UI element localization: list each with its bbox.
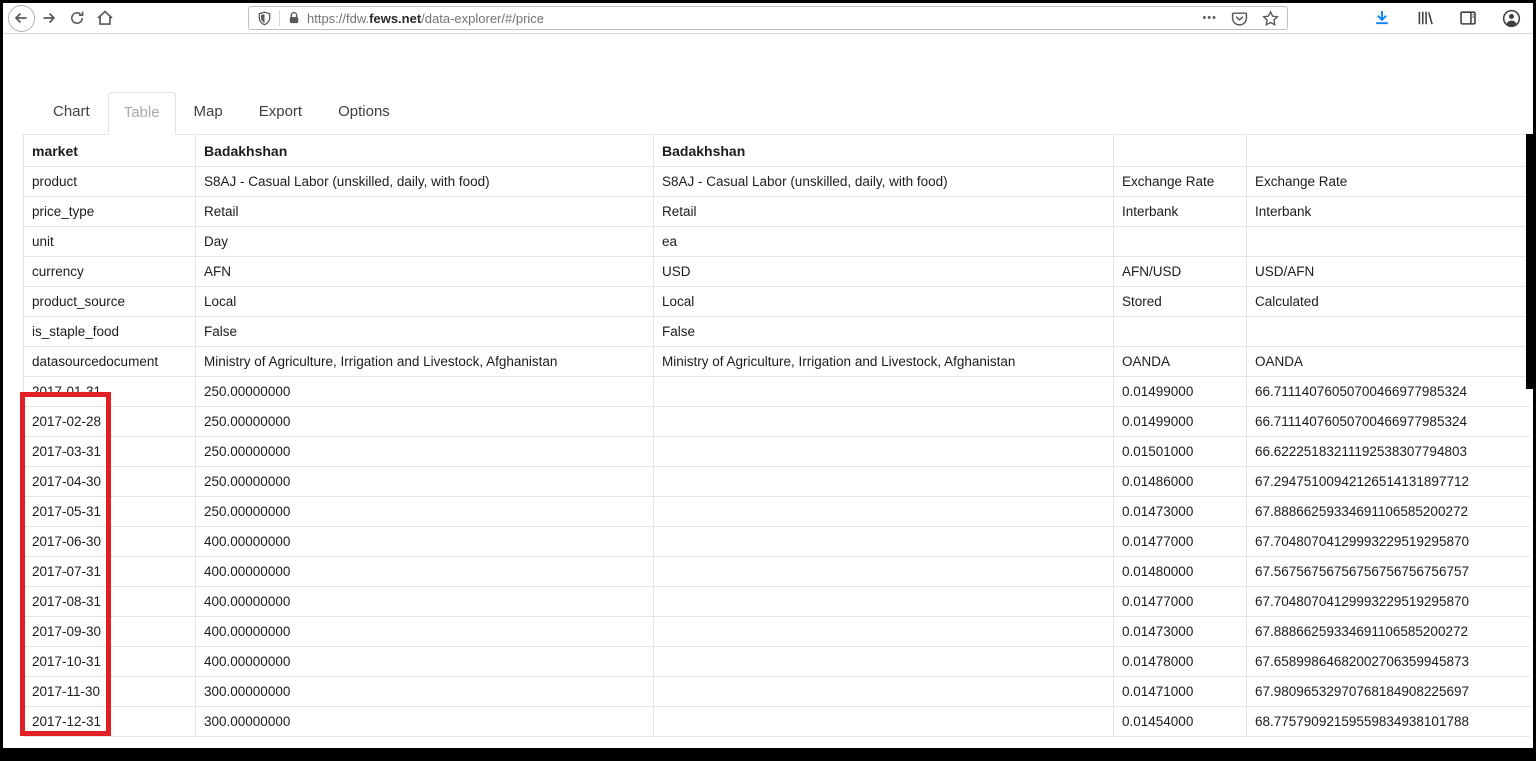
cell: 0.01473000 [1114,497,1247,527]
cell: 0.01454000 [1114,707,1247,737]
cell: 0.01480000 [1114,557,1247,587]
column-header [1247,135,1531,167]
cell [654,617,1114,647]
cell [654,707,1114,737]
tab-chart[interactable]: Chart [35,92,108,134]
sidebar-button[interactable] [1454,4,1482,32]
page-actions-icon[interactable]: ••• [1202,12,1217,24]
cell: 400.00000000 [196,587,654,617]
column-header-market: market [24,135,196,167]
table-row [24,647,1531,677]
cell: Ministry of Agriculture, Irrigation and Livestock, Afghanistan [654,347,1114,377]
cell: Ministry of Agriculture, Irrigation and Livestock, Afghanistan [196,347,654,377]
cell: Calculated [1247,287,1531,317]
nav-buttons [7,3,119,33]
cell: S8AJ - Casual Labor (unskilled, daily, with food) [196,167,654,197]
cell [1247,317,1531,347]
cell [654,557,1114,587]
account-icon [1502,9,1521,28]
tab-map[interactable]: Map [176,92,241,134]
row-label: 2017-12-31 [24,707,196,737]
cell: 400.00000000 [196,617,654,647]
table-row [24,407,1531,437]
cell: 0.01499000 [1114,377,1247,407]
back-icon [8,5,35,32]
reload-button[interactable] [63,4,91,32]
column-header: Badakhshan [654,135,1114,167]
sidebar-icon [1459,9,1477,27]
library-button[interactable] [1411,4,1439,32]
url-domain: fews.net [369,10,422,26]
cell: 0.01499000 [1114,407,1247,437]
cell: AFN/USD [1114,257,1247,287]
cell: 250.00000000 [196,407,654,437]
tracking-shield-icon[interactable] [257,11,272,26]
cell: 250.00000000 [196,497,654,527]
column-header: Badakhshan [196,135,654,167]
cell: 250.00000000 [196,437,654,467]
cell: False [654,317,1114,347]
back-button[interactable] [7,4,35,32]
row-label: 2017-04-30 [24,467,196,497]
forward-icon [41,10,57,26]
download-button[interactable] [1368,4,1396,32]
home-icon [96,9,114,27]
bookmark-star-icon[interactable] [1262,10,1279,27]
cell: 67.56756756756756756756756757 [1247,557,1531,587]
cell: 300.00000000 [196,707,654,737]
url-bar[interactable] [248,6,1288,30]
cell: Interbank [1114,197,1247,227]
cell: 66.71114076050700466977985324 [1247,407,1531,437]
cell [654,647,1114,677]
table-row [24,437,1531,467]
cell [654,377,1114,407]
row-label: 2017-11-30 [24,677,196,707]
row-label: product [24,167,196,197]
cell: Exchange Rate [1114,167,1247,197]
download-icon [1373,9,1391,27]
row-label: 2017-08-31 [24,587,196,617]
cell [1114,227,1247,257]
home-button[interactable] [91,4,119,32]
cell: AFN [196,257,654,287]
table-row [24,167,1531,197]
cell: 300.00000000 [196,677,654,707]
browser-toolbar [3,3,1533,34]
cell: False [196,317,654,347]
table-row [24,467,1531,497]
tab-options[interactable]: Options [320,92,408,134]
cell: 67.29475100942126514131897712 [1247,467,1531,497]
cell: USD/AFN [1247,257,1531,287]
library-icon [1416,9,1434,27]
cell: 67.70480704129993229519295870 [1247,527,1531,557]
cell: Local [196,287,654,317]
cell: Exchange Rate [1247,167,1531,197]
cell: Interbank [1247,197,1531,227]
cell: Retail [654,197,1114,227]
cell: 67.65899864682002706359945873 [1247,647,1531,677]
tab-table[interactable]: Table [108,92,176,135]
cell [654,467,1114,497]
cell: 0.01477000 [1114,527,1247,557]
table-row [24,557,1531,587]
cell: Local [654,287,1114,317]
scrollbar-thumb[interactable] [1526,134,1533,389]
table-row [24,287,1531,317]
row-label: 2017-03-31 [24,437,196,467]
row-label: 2017-05-31 [24,497,196,527]
view-tabs [23,92,408,134]
row-label: 2017-10-31 [24,647,196,677]
cell: USD [654,257,1114,287]
row-label: price_type [24,197,196,227]
table-row [24,317,1531,347]
lock-icon[interactable] [287,11,301,25]
tab-export[interactable]: Export [241,92,320,134]
cell: 250.00000000 [196,467,654,497]
cell [654,677,1114,707]
table-row [24,227,1531,257]
cell: OANDA [1247,347,1531,377]
table-row [24,497,1531,527]
table-row [24,707,1531,737]
table-row [24,617,1531,647]
cell [654,437,1114,467]
row-label: 2017-06-30 [24,527,196,557]
cell: 66.71114076050700466977985324 [1247,377,1531,407]
cell: 0.01471000 [1114,677,1247,707]
cell [1247,227,1531,257]
table-scroll-area[interactable] [23,134,1530,754]
price-data-table [23,134,1530,737]
row-label: 2017-09-30 [24,617,196,647]
cell: 250.00000000 [196,377,654,407]
row-label: 2017-07-31 [24,557,196,587]
toolbar-right [1368,3,1525,33]
table-header-row [24,135,1531,167]
table-row [24,257,1531,287]
bottom-border [3,748,1533,758]
cell: S8AJ - Casual Labor (unskilled, daily, with food) [654,167,1114,197]
url-text[interactable] [307,11,1202,26]
forward-button[interactable] [35,4,63,32]
row-label: unit [24,227,196,257]
urlbar-divider [279,10,280,26]
url-prefix: https://fdw. [307,10,370,26]
table-row [24,587,1531,617]
cell [654,497,1114,527]
cell: Day [196,227,654,257]
cell: ea [654,227,1114,257]
cell: 66.62225183211192538307794803 [1247,437,1531,467]
row-label: 2017-02-28 [24,407,196,437]
cell: 0.01501000 [1114,437,1247,467]
url-path: /data-explorer/#/price [421,10,545,26]
cell: 0.01477000 [1114,587,1247,617]
table-row [24,677,1531,707]
row-label: currency [24,257,196,287]
urlbar-actions [1202,10,1279,27]
table-row [24,377,1531,407]
row-label: datasourcedocument [24,347,196,377]
cell: 400.00000000 [196,557,654,587]
column-header [1114,135,1247,167]
cell: 0.01486000 [1114,467,1247,497]
account-button[interactable] [1497,4,1525,32]
cell [654,527,1114,557]
cell: 400.00000000 [196,647,654,677]
row-label: is_staple_food [24,317,196,347]
cell [1114,317,1247,347]
cell: OANDA [1114,347,1247,377]
cell [654,587,1114,617]
pocket-icon[interactable] [1231,10,1248,27]
cell: 0.01478000 [1114,647,1247,677]
cell: 67.88866259334691106585200272 [1247,497,1531,527]
cell: 0.01473000 [1114,617,1247,647]
cell: 67.70480704129993229519295870 [1247,587,1531,617]
cell [654,407,1114,437]
row-label: 2017-01-31 [24,377,196,407]
cell: 68.77579092159559834938101788 [1247,707,1531,737]
cell: Retail [196,197,654,227]
cell: Stored [1114,287,1247,317]
cell: 67.88866259334691106585200272 [1247,617,1531,647]
reload-icon [69,10,85,26]
cell: 67.98096532970768184908225697 [1247,677,1531,707]
cell: 400.00000000 [196,527,654,557]
table-row [24,347,1531,377]
row-label: product_source [24,287,196,317]
table-row [24,197,1531,227]
table-row [24,527,1531,557]
